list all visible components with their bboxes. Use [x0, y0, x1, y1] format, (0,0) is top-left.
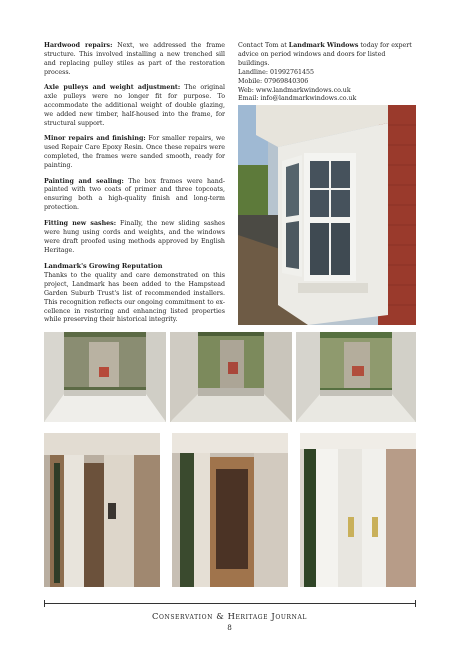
contact-landline: Landline: 01992761455	[238, 68, 315, 76]
paragraph-fitting-sashes	[44, 220, 225, 256]
paragraph-reputation: Thanks to the quality and care demonstrated on this project, Landmark has been added to the Hampstead Garden Suburb Trust's list of recommended installers. This recognition reflects our ongoing commitment to ex-cellence in restoring and enhancing listed properties while preserving their historical integrity.	[44, 271, 225, 324]
photo-bay-window-exterior	[238, 105, 416, 325]
article-left-column	[44, 42, 225, 332]
paragraph-axle-pulleys	[44, 84, 225, 129]
contact-web[interactable]: Web: www.landmarkwindows.co.uk	[238, 86, 351, 94]
contact-intro	[238, 42, 416, 69]
photo-frame-pulley-stile	[44, 433, 160, 587]
photo-window-sill-view-3	[296, 332, 416, 422]
paragraph-body: Finally, the new sliding sashes were hung using cords and weights, and the windows were draft proofed using methods approved by English Heritage.	[44, 219, 225, 254]
paragraph-body: For smaller repairs, we used Repair Care Epoxy Resin. Once these repairs were completed, the frames were sanded smooth, ready for painting.	[44, 135, 226, 170]
contact-block	[238, 42, 416, 104]
paragraph-minor-repairs	[44, 135, 225, 171]
paragraph-body: Next, we addressed the frame structure. This involved installing a new trenched sill and replacing pulley stiles as part of the restoration process.	[44, 42, 225, 76]
contact-intro-tail: today for expert advice on period windows and doors for listed buildings.	[238, 42, 412, 67]
page-number: 8	[227, 623, 232, 632]
contact-intro-text: Contact Tom at	[238, 42, 289, 49]
contact-email[interactable]: Email: info@landmarkwindows.co.uk	[238, 95, 357, 103]
footer-rule	[44, 603, 416, 604]
photo-window-sill-view-1	[44, 332, 166, 422]
paragraph-painting	[44, 178, 225, 214]
paragraph-lead: Painting and sealing:	[44, 177, 124, 185]
photo-window-sill-view-2	[170, 332, 292, 422]
paragraph-lead: Axle pulleys and weight adjustment:	[44, 84, 181, 92]
journal-title: Conservation & Heritage Journal	[151, 611, 308, 621]
paragraph-lead: Hardwood repairs:	[44, 42, 113, 49]
paragraph-body: The box frames were hand-painted with two coats of primer and three topcoats, ensuring both a high-quality finish and long-term protection.	[44, 177, 225, 212]
contact-mobile: Mobile: 07969840306	[238, 77, 309, 85]
photo-frame-weight-box	[172, 433, 288, 587]
paragraph-lead: Minor repairs and finishing:	[44, 135, 146, 143]
paragraph-body: The original axle pulleys were no longer fit for purpose. To accommodate the additional weight of double glazing, we added new timber, half-housed into the frame, for structural support.	[44, 84, 226, 127]
company-name: Landmark Windows	[288, 42, 359, 49]
photo-new-sash-fitted	[300, 433, 416, 587]
section-heading-reputation: Landmark's Growing Reputation	[44, 262, 163, 270]
paragraph-lead: Fitting new sashes:	[44, 219, 117, 227]
paragraph-hardwood-repairs	[44, 42, 225, 78]
